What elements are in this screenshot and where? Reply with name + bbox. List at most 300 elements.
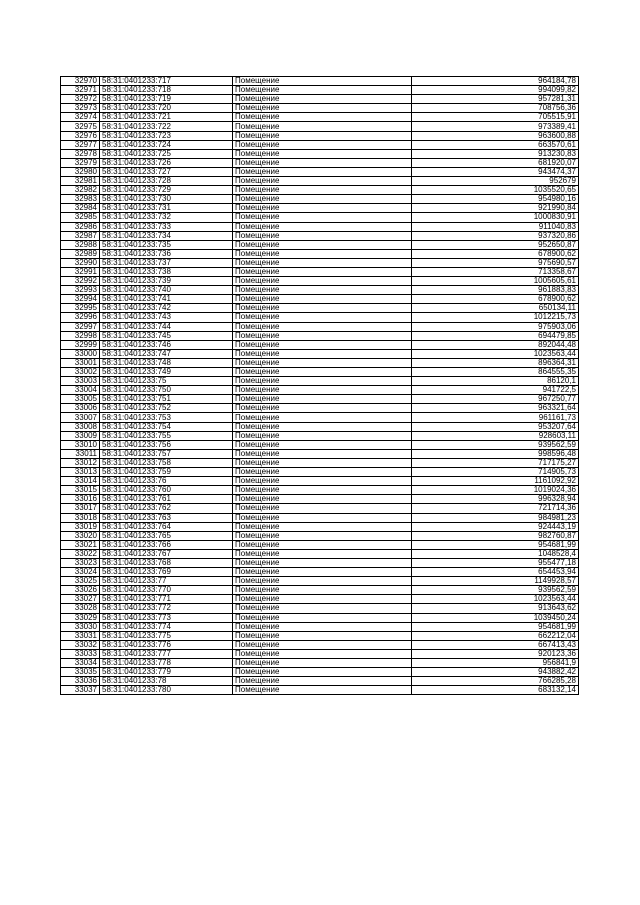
object-type-cell: Помещение <box>233 377 412 386</box>
object-type-cell: Помещение <box>233 540 412 549</box>
cadastral-value-cell: 967250,77 <box>412 395 579 404</box>
object-type-cell: Помещение <box>233 640 412 649</box>
table-row <box>61 595 579 604</box>
cadastral-number-cell: 58:31:0401233:755 <box>100 431 233 440</box>
row-number-cell: 32993 <box>61 286 100 295</box>
row-number-cell: 32988 <box>61 240 100 249</box>
row-number-cell: 32975 <box>61 122 100 131</box>
cadastral-value-cell: 913230,83 <box>412 149 579 158</box>
object-type-cell: Помещение <box>233 295 412 304</box>
cadastral-value-cell: 1005605,61 <box>412 277 579 286</box>
cadastral-number-cell: 58:31:0401233:775 <box>100 631 233 640</box>
table-row <box>61 395 579 404</box>
table-row <box>61 631 579 640</box>
cadastral-number-cell: 58:31:0401233:732 <box>100 213 233 222</box>
table-row <box>61 468 579 477</box>
table-row <box>61 204 579 213</box>
row-number-cell: 32978 <box>61 149 100 158</box>
object-type-cell: Помещение <box>233 486 412 495</box>
table-row <box>61 531 579 540</box>
object-type-cell: Помещение <box>233 677 412 686</box>
row-number-cell: 33022 <box>61 549 100 558</box>
cadastral-value-cell: 1000830,91 <box>412 213 579 222</box>
cadastral-number-cell: 58:31:0401233:734 <box>100 231 233 240</box>
cadastral-value-cell: 982760,87 <box>412 531 579 540</box>
object-type-cell: Помещение <box>233 258 412 267</box>
cadastral-number-cell: 58:31:0401233:725 <box>100 149 233 158</box>
table-row <box>61 258 579 267</box>
object-type-cell: Помещение <box>233 358 412 367</box>
table-row <box>61 104 579 113</box>
object-type-cell: Помещение <box>233 568 412 577</box>
cadastral-number-cell: 58:31:0401233:728 <box>100 177 233 186</box>
row-number-cell: 32979 <box>61 158 100 167</box>
object-type-cell: Помещение <box>233 167 412 176</box>
cadastral-value-cell: 941722,5 <box>412 386 579 395</box>
cadastral-value-cell: 1161092,92 <box>412 477 579 486</box>
table-row <box>61 413 579 422</box>
table-row <box>61 349 579 358</box>
row-number-cell: 33002 <box>61 368 100 377</box>
row-number-cell: 32985 <box>61 213 100 222</box>
cadastral-number-cell: 58:31:0401233:763 <box>100 513 233 522</box>
cadastral-number-cell: 58:31:0401233:747 <box>100 349 233 358</box>
row-number-cell: 32987 <box>61 231 100 240</box>
cadastral-value-cell: 973389,41 <box>412 122 579 131</box>
row-number-cell: 33008 <box>61 422 100 431</box>
cadastral-number-cell: 58:31:0401233:76 <box>100 477 233 486</box>
cadastral-value-cell: 921990,84 <box>412 204 579 213</box>
row-number-cell: 32982 <box>61 186 100 195</box>
cadastral-number-cell: 58:31:0401233:741 <box>100 295 233 304</box>
object-type-cell: Помещение <box>233 495 412 504</box>
table-row <box>61 122 579 131</box>
cadastral-number-cell: 58:31:0401233:769 <box>100 568 233 577</box>
table-row <box>61 167 579 176</box>
row-number-cell: 33020 <box>61 531 100 540</box>
row-number-cell: 33027 <box>61 595 100 604</box>
object-type-cell: Помещение <box>233 431 412 440</box>
cadastral-value-cell: 1019024,36 <box>412 486 579 495</box>
row-number-cell: 33015 <box>61 486 100 495</box>
cadastral-value-cell: 896364,31 <box>412 358 579 367</box>
row-number-cell: 32970 <box>61 77 100 86</box>
cadastral-number-cell: 58:31:0401233:761 <box>100 495 233 504</box>
object-type-cell: Помещение <box>233 331 412 340</box>
table-row <box>61 649 579 658</box>
cadastral-number-cell: 58:31:0401233:735 <box>100 240 233 249</box>
cadastral-value-cell: 928603,11 <box>412 431 579 440</box>
cadastral-value-cell: 920123,36 <box>412 649 579 658</box>
cadastral-value-cell: 705515,91 <box>412 113 579 122</box>
row-number-cell: 33019 <box>61 522 100 531</box>
cadastral-number-cell: 58:31:0401233:770 <box>100 586 233 595</box>
table-row <box>61 86 579 95</box>
object-type-cell: Помещение <box>233 513 412 522</box>
object-type-cell: Помещение <box>233 413 412 422</box>
table-row <box>61 140 579 149</box>
cadastral-value-cell: 943882,42 <box>412 668 579 677</box>
object-type-cell: Помещение <box>233 77 412 86</box>
table-row <box>61 613 579 622</box>
table-row <box>61 449 579 458</box>
cadastral-value-cell: 955477,18 <box>412 558 579 567</box>
table-row <box>61 513 579 522</box>
cadastral-value-cell: 998596,48 <box>412 449 579 458</box>
cadastral-number-cell: 58:31:0401233:730 <box>100 195 233 204</box>
row-number-cell: 32991 <box>61 267 100 276</box>
object-type-cell: Помещение <box>233 195 412 204</box>
object-type-cell: Помещение <box>233 422 412 431</box>
object-type-cell: Помещение <box>233 549 412 558</box>
cadastral-value-cell: 961883,83 <box>412 286 579 295</box>
object-type-cell: Помещение <box>233 286 412 295</box>
cadastral-value-cell: 683132,14 <box>412 686 579 695</box>
row-number-cell: 33036 <box>61 677 100 686</box>
cadastral-number-cell: 58:31:0401233:757 <box>100 449 233 458</box>
row-number-cell: 33024 <box>61 568 100 577</box>
row-number-cell: 33012 <box>61 458 100 467</box>
cadastral-value-cell: 654453,94 <box>412 568 579 577</box>
row-number-cell: 33009 <box>61 431 100 440</box>
object-type-cell: Помещение <box>233 440 412 449</box>
cadastral-number-cell: 58:31:0401233:721 <box>100 113 233 122</box>
row-number-cell: 32999 <box>61 340 100 349</box>
table-row <box>61 340 579 349</box>
cadastral-number-cell: 58:31:0401233:740 <box>100 286 233 295</box>
cadastral-value-cell: 943474,37 <box>412 167 579 176</box>
table-row <box>61 640 579 649</box>
table-row <box>61 677 579 686</box>
object-type-cell: Помещение <box>233 304 412 313</box>
cadastral-number-cell: 58:31:0401233:78 <box>100 677 233 686</box>
object-type-cell: Помещение <box>233 140 412 149</box>
cadastral-value-cell: 1039450,24 <box>412 613 579 622</box>
row-number-cell: 33021 <box>61 540 100 549</box>
object-type-cell: Помещение <box>233 95 412 104</box>
table-row <box>61 149 579 158</box>
cadastral-value-cell: 939562,59 <box>412 586 579 595</box>
cadastral-value-cell: 714905,73 <box>412 468 579 477</box>
row-number-cell: 33023 <box>61 558 100 567</box>
table-row <box>61 286 579 295</box>
cadastral-number-cell: 58:31:0401233:733 <box>100 222 233 231</box>
object-type-cell: Помещение <box>233 213 412 222</box>
cadastral-value-cell: 953207,64 <box>412 422 579 431</box>
table-row <box>61 622 579 631</box>
cadastral-number-cell: 58:31:0401233:778 <box>100 659 233 668</box>
table-row <box>61 322 579 331</box>
row-number-cell: 32973 <box>61 104 100 113</box>
cadastral-value-cell: 964184,78 <box>412 77 579 86</box>
object-type-cell: Помещение <box>233 468 412 477</box>
cadastral-value-cell: 1035520,65 <box>412 186 579 195</box>
cadastral-value-cell: 1023563,44 <box>412 595 579 604</box>
cadastral-number-cell: 58:31:0401233:729 <box>100 186 233 195</box>
object-type-cell: Помещение <box>233 231 412 240</box>
cadastral-value-cell: 667413,43 <box>412 640 579 649</box>
cadastral-number-cell: 58:31:0401233:724 <box>100 140 233 149</box>
object-type-cell: Помещение <box>233 349 412 358</box>
cadastral-number-cell: 58:31:0401233:77 <box>100 577 233 586</box>
object-type-cell: Помещение <box>233 240 412 249</box>
table-row <box>61 577 579 586</box>
table-row <box>61 568 579 577</box>
cadastral-number-cell: 58:31:0401233:762 <box>100 504 233 513</box>
row-number-cell: 32995 <box>61 304 100 313</box>
cadastral-value-cell: 975690,57 <box>412 258 579 267</box>
object-type-cell: Помещение <box>233 449 412 458</box>
object-type-cell: Помещение <box>233 149 412 158</box>
cadastral-value-cell: 678900,62 <box>412 249 579 258</box>
object-type-cell: Помещение <box>233 386 412 395</box>
cadastral-number-cell: 58:31:0401233:752 <box>100 404 233 413</box>
cadastral-value-cell: 681920,07 <box>412 158 579 167</box>
table-row <box>61 368 579 377</box>
object-type-cell: Помещение <box>233 313 412 322</box>
object-type-cell: Помещение <box>233 477 412 486</box>
table-row <box>61 386 579 395</box>
cadastral-value-cell: 939562,59 <box>412 440 579 449</box>
row-number-cell: 33017 <box>61 504 100 513</box>
cadastral-number-cell: 58:31:0401233:774 <box>100 622 233 631</box>
cadastral-number-cell: 58:31:0401233:726 <box>100 158 233 167</box>
table-row <box>61 304 579 313</box>
row-number-cell: 32981 <box>61 177 100 186</box>
cadastral-number-cell: 58:31:0401233:760 <box>100 486 233 495</box>
cadastral-value-cell: 1012215,73 <box>412 313 579 322</box>
cadastral-value-cell: 963600,88 <box>412 131 579 140</box>
table-row <box>61 440 579 449</box>
row-number-cell: 32990 <box>61 258 100 267</box>
table-row <box>61 486 579 495</box>
row-number-cell: 32998 <box>61 331 100 340</box>
cadastral-number-cell: 58:31:0401233:742 <box>100 304 233 313</box>
row-number-cell: 33033 <box>61 649 100 658</box>
cadastral-number-cell: 58:31:0401233:776 <box>100 640 233 649</box>
cadastral-value-cell: 937320,86 <box>412 231 579 240</box>
row-number-cell: 33018 <box>61 513 100 522</box>
cadastral-value-table <box>60 76 579 695</box>
cadastral-value-cell: 678900,62 <box>412 295 579 304</box>
row-number-cell: 33035 <box>61 668 100 677</box>
row-number-cell: 33001 <box>61 358 100 367</box>
cadastral-value-cell: 663570,61 <box>412 140 579 149</box>
object-type-cell: Помещение <box>233 622 412 631</box>
row-number-cell: 33026 <box>61 586 100 595</box>
table-row <box>61 549 579 558</box>
cadastral-number-cell: 58:31:0401233:743 <box>100 313 233 322</box>
table-row <box>61 77 579 86</box>
object-type-cell: Помещение <box>233 368 412 377</box>
cadastral-value-cell: 952679 <box>412 177 579 186</box>
cadastral-number-cell: 58:31:0401233:717 <box>100 77 233 86</box>
cadastral-number-cell: 58:31:0401233:780 <box>100 686 233 695</box>
object-type-cell: Помещение <box>233 404 412 413</box>
cadastral-value-cell: 963321,64 <box>412 404 579 413</box>
cadastral-number-cell: 58:31:0401233:727 <box>100 167 233 176</box>
table-row <box>61 668 579 677</box>
cadastral-value-cell: 1023563,44 <box>412 349 579 358</box>
row-number-cell: 32974 <box>61 113 100 122</box>
cadastral-value-cell: 86120,1 <box>412 377 579 386</box>
cadastral-number-cell: 58:31:0401233:771 <box>100 595 233 604</box>
row-number-cell: 33037 <box>61 686 100 695</box>
cadastral-value-cell: 954980,16 <box>412 195 579 204</box>
object-type-cell: Помещение <box>233 222 412 231</box>
cadastral-number-cell: 58:31:0401233:736 <box>100 249 233 258</box>
object-type-cell: Помещение <box>233 686 412 695</box>
row-number-cell: 32972 <box>61 95 100 104</box>
row-number-cell: 33014 <box>61 477 100 486</box>
table-row <box>61 95 579 104</box>
object-type-cell: Помещение <box>233 131 412 140</box>
table-row <box>61 431 579 440</box>
cadastral-value-cell: 996328,94 <box>412 495 579 504</box>
cadastral-number-cell: 58:31:0401233:738 <box>100 267 233 276</box>
row-number-cell: 32976 <box>61 131 100 140</box>
row-number-cell: 32989 <box>61 249 100 258</box>
table-row <box>61 195 579 204</box>
cadastral-number-cell: 58:31:0401233:75 <box>100 377 233 386</box>
row-number-cell: 33030 <box>61 622 100 631</box>
cadastral-number-cell: 58:31:0401233:751 <box>100 395 233 404</box>
cadastral-value-cell: 717175,27 <box>412 458 579 467</box>
object-type-cell: Помещение <box>233 668 412 677</box>
row-number-cell: 33004 <box>61 386 100 395</box>
cadastral-value-cell: 1149928,57 <box>412 577 579 586</box>
table-row <box>61 295 579 304</box>
cadastral-value-cell: 954681,99 <box>412 622 579 631</box>
row-number-cell: 33003 <box>61 377 100 386</box>
row-number-cell: 32986 <box>61 222 100 231</box>
object-type-cell: Помещение <box>233 204 412 213</box>
table-row <box>61 222 579 231</box>
row-number-cell: 32996 <box>61 313 100 322</box>
cadastral-number-cell: 58:31:0401233:754 <box>100 422 233 431</box>
cadastral-value-cell: 1048528,4 <box>412 549 579 558</box>
cadastral-number-cell: 58:31:0401233:764 <box>100 522 233 531</box>
cadastral-number-cell: 58:31:0401233:767 <box>100 549 233 558</box>
object-type-cell: Помещение <box>233 277 412 286</box>
cadastral-number-cell: 58:31:0401233:744 <box>100 322 233 331</box>
row-number-cell: 33005 <box>61 395 100 404</box>
object-type-cell: Помещение <box>233 86 412 95</box>
cadastral-number-cell: 58:31:0401233:753 <box>100 413 233 422</box>
object-type-cell: Помещение <box>233 340 412 349</box>
table-row <box>61 249 579 258</box>
table-row <box>61 240 579 249</box>
cadastral-value-cell: 957281,31 <box>412 95 579 104</box>
object-type-cell: Помещение <box>233 249 412 258</box>
row-number-cell: 32997 <box>61 322 100 331</box>
row-number-cell: 33032 <box>61 640 100 649</box>
table-row <box>61 267 579 276</box>
row-number-cell: 33013 <box>61 468 100 477</box>
object-type-cell: Помещение <box>233 595 412 604</box>
object-type-cell: Помещение <box>233 104 412 113</box>
object-type-cell: Помещение <box>233 395 412 404</box>
cadastral-value-cell: 721714,36 <box>412 504 579 513</box>
table-row <box>61 477 579 486</box>
cadastral-number-cell: 58:31:0401233:768 <box>100 558 233 567</box>
cadastral-value-cell: 864555,35 <box>412 368 579 377</box>
cadastral-number-cell: 58:31:0401233:731 <box>100 204 233 213</box>
cadastral-value-cell: 892044,48 <box>412 340 579 349</box>
table-row <box>61 495 579 504</box>
cadastral-value-cell: 956841,9 <box>412 659 579 668</box>
cadastral-value-cell: 694479,85 <box>412 331 579 340</box>
cadastral-value-cell: 954681,99 <box>412 540 579 549</box>
row-number-cell: 33025 <box>61 577 100 586</box>
table-row <box>61 404 579 413</box>
cadastral-number-cell: 58:31:0401233:772 <box>100 604 233 613</box>
table-row <box>61 213 579 222</box>
row-number-cell: 32992 <box>61 277 100 286</box>
row-number-cell: 33031 <box>61 631 100 640</box>
cadastral-number-cell: 58:31:0401233:779 <box>100 668 233 677</box>
object-type-cell: Помещение <box>233 177 412 186</box>
object-type-cell: Помещение <box>233 267 412 276</box>
row-number-cell: 32994 <box>61 295 100 304</box>
cadastral-number-cell: 58:31:0401233:749 <box>100 368 233 377</box>
cadastral-value-cell: 650134,11 <box>412 304 579 313</box>
row-number-cell: 32977 <box>61 140 100 149</box>
object-type-cell: Помещение <box>233 631 412 640</box>
object-type-cell: Помещение <box>233 113 412 122</box>
cadastral-value-cell: 911040,83 <box>412 222 579 231</box>
table-row <box>61 113 579 122</box>
cadastral-number-cell: 58:31:0401233:722 <box>100 122 233 131</box>
cadastral-number-cell: 58:31:0401233:748 <box>100 358 233 367</box>
cadastral-number-cell: 58:31:0401233:750 <box>100 386 233 395</box>
cadastral-number-cell: 58:31:0401233:756 <box>100 440 233 449</box>
object-type-cell: Помещение <box>233 322 412 331</box>
table-row <box>61 604 579 613</box>
table-row <box>61 186 579 195</box>
table-row <box>61 686 579 695</box>
cadastral-number-cell: 58:31:0401233:720 <box>100 104 233 113</box>
row-number-cell: 32984 <box>61 204 100 213</box>
table-row <box>61 586 579 595</box>
cadastral-value-cell: 713358,67 <box>412 267 579 276</box>
cadastral-value-cell: 952650,87 <box>412 240 579 249</box>
cadastral-number-cell: 58:31:0401233:765 <box>100 531 233 540</box>
table-row <box>61 277 579 286</box>
table-row <box>61 522 579 531</box>
cadastral-value-cell: 984981,23 <box>412 513 579 522</box>
object-type-cell: Помещение <box>233 458 412 467</box>
table-row <box>61 158 579 167</box>
table-row <box>61 558 579 567</box>
table-row <box>61 458 579 467</box>
object-type-cell: Помещение <box>233 158 412 167</box>
cadastral-number-cell: 58:31:0401233:758 <box>100 458 233 467</box>
cadastral-number-cell: 58:31:0401233:773 <box>100 613 233 622</box>
object-type-cell: Помещение <box>233 586 412 595</box>
object-type-cell: Помещение <box>233 504 412 513</box>
table-row <box>61 422 579 431</box>
object-type-cell: Помещение <box>233 558 412 567</box>
row-number-cell: 33006 <box>61 404 100 413</box>
table-row <box>61 358 579 367</box>
cadastral-number-cell: 58:31:0401233:766 <box>100 540 233 549</box>
row-number-cell: 33011 <box>61 449 100 458</box>
cadastral-number-cell: 58:31:0401233:719 <box>100 95 233 104</box>
row-number-cell: 32983 <box>61 195 100 204</box>
object-type-cell: Помещение <box>233 604 412 613</box>
table-row <box>61 313 579 322</box>
